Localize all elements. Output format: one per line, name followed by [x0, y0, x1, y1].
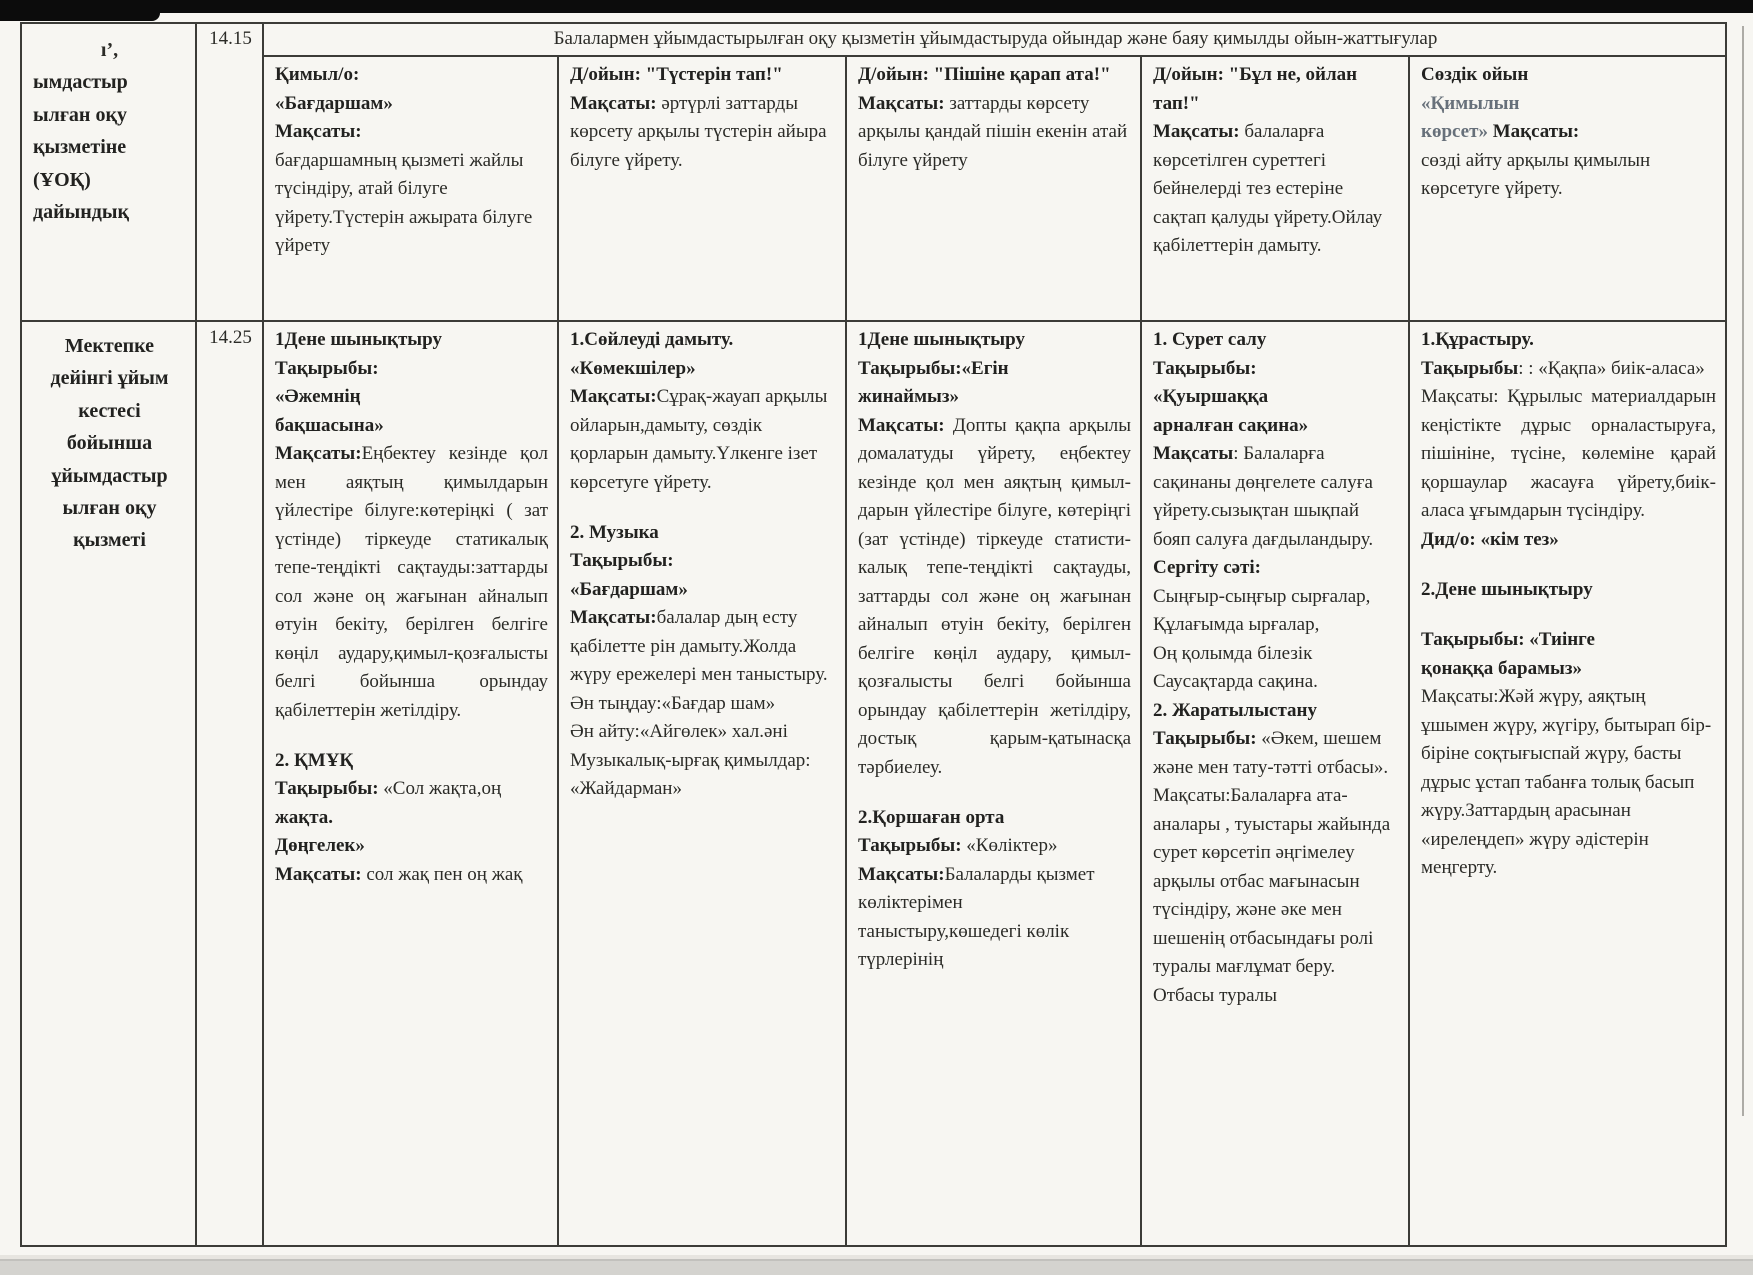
row2-time-cell: [195, 320, 262, 1245]
text-run: : Балаларға сақинаны дөңгелете салуға үйрету.сызықтан шықпай бояп салуға дағдыландыру.: [1153, 443, 1374, 550]
text-run: Мақсаты:: [1153, 121, 1240, 142]
text-run: «Қимылын: [1421, 92, 1520, 114]
text-run: балалар дың есту қабілетте рін дамыту.Жолда жүру ережелері мен таныстыру.: [570, 607, 828, 686]
paragraph-spacer: [275, 725, 548, 747]
text-run: «Қуыршаққа: [1153, 386, 1269, 407]
paragraph: [1153, 782, 1399, 1010]
paragraph: [1153, 326, 1399, 355]
paragraph: [1153, 611, 1399, 640]
text-run: 2. Жаратылыстану: [1153, 699, 1317, 721]
text-run: (ҰОҚ): [33, 168, 91, 191]
text-run: Балаларды қызмет көліктерімен таныстыру,көшедегі көлік түрлерінің: [858, 863, 1095, 971]
paragraph: [33, 492, 186, 524]
text-run: жақта.: [275, 806, 334, 828]
text-run: «Әжемнің: [275, 386, 361, 407]
text-run: «Көмекшілер»: [570, 357, 696, 379]
paragraph: [570, 604, 836, 690]
row2-time-value: 14.25: [209, 327, 252, 348]
text-run: Оң қолымда білезік: [1153, 642, 1313, 664]
text-run: Мақсаты:: [858, 92, 945, 114]
paragraph: [1421, 683, 1716, 883]
paragraph: [1421, 355, 1716, 384]
paragraph-spacer: [1421, 554, 1716, 576]
text-run: Тақырыбы:«Егін: [858, 357, 1009, 379]
paragraph: [1153, 583, 1399, 612]
text-run: қонаққа барамыз»: [1421, 657, 1583, 679]
text-run: Мақсаты:: [275, 443, 362, 464]
text-run: 1.Құрастыру.: [1421, 329, 1534, 350]
text-run: Мақсаты:: [275, 863, 362, 885]
text-run: 2.Қоршаған орта: [858, 806, 1005, 828]
text-run: Д/ойын: "Пішіне қарап ата!": [858, 64, 1111, 85]
text-run: Саусақтарда сақина.: [1153, 671, 1318, 692]
text-run: Сыңғыр-сыңғыр сырғалар,: [1153, 585, 1371, 607]
paragraph: [1153, 554, 1399, 583]
text-run: 2. Музыка: [570, 521, 659, 543]
paragraph: [570, 718, 836, 747]
paragraph: [33, 66, 186, 98]
text-run: дейінгі ұйым: [50, 367, 169, 390]
paragraph: [33, 99, 186, 131]
text-run: сол жақ пен оң жақ: [361, 863, 523, 885]
paragraph: [1421, 576, 1716, 605]
text-run: заттарды көрсету арқылы қандай пішін екенін атай білуге үйрету: [858, 92, 1128, 171]
text-run: ı’,: [100, 39, 119, 61]
paragraph: [1421, 90, 1716, 119]
paragraph: [1421, 147, 1716, 204]
activity-cell-r2c5: [1408, 320, 1725, 1245]
paragraph: [275, 440, 548, 725]
paragraph-spacer: [858, 782, 1131, 804]
paragraph: [570, 547, 836, 576]
activity-cell-r1c5: [1408, 55, 1725, 320]
paragraph: [858, 832, 1131, 861]
text-run: 2. ҚМҰҚ: [275, 749, 354, 771]
text-run: 2.Дене шынықтыру: [1421, 578, 1593, 600]
paragraph: [33, 131, 186, 163]
activity-cell-r1c3: [845, 55, 1140, 320]
text-run: бағдаршамның қызметі жайлы түсіндіру, атай білуге үйрету.Түстерін ажырата білуге үйрету: [275, 149, 533, 256]
scan-edge-bottom: [0, 1259, 1753, 1275]
paragraph: [1153, 697, 1399, 726]
paragraph: [1153, 383, 1399, 412]
paragraph: [33, 330, 186, 362]
text-run: Тақырыбы: [1421, 357, 1519, 379]
text-run: Тақырыбы:: [275, 357, 379, 379]
text-run: Мақсаты:: [570, 92, 657, 114]
paragraph: [33, 34, 186, 66]
paragraph: [570, 576, 836, 605]
paragraph: [1421, 61, 1716, 90]
text-run: Ән тыңдау:«Бағдар шам»: [570, 692, 776, 714]
text-run: Құлағымда ырғалар,: [1153, 614, 1320, 635]
text-run: Тақырыбы:: [858, 835, 962, 857]
text-run: Сөздік ойын: [1421, 64, 1529, 85]
row1-label-cell: [20, 22, 195, 320]
text-run: Мақсаты: Құрылыс материалдарын кеңістікте дұрыс орналастыруға, пішініне, түсіне, көлеміне қарай қоршаулар жасауға үйрету,биік-аласа ұғымдарын түсіндіру.: [1421, 386, 1716, 521]
activity-cell-r1c1: [262, 55, 557, 320]
text-run: Мақсаты: [1153, 443, 1234, 464]
text-run: Дид/о: «кім тез»: [1421, 528, 1559, 550]
activity-cell-r1c2: [557, 55, 845, 320]
paragraph: [33, 460, 186, 492]
row2-label-cell: [20, 320, 195, 1245]
paragraph: [1421, 383, 1716, 526]
paragraph: [1153, 440, 1399, 554]
paragraph: [275, 861, 548, 890]
paragraph: [1153, 412, 1399, 441]
text-run: Тақырыбы:: [1153, 728, 1257, 749]
text-run: дайындық: [33, 200, 130, 223]
schedule-table: [20, 22, 1727, 1247]
paragraph-spacer: [570, 497, 836, 519]
paragraph: [275, 383, 548, 412]
banner-text: Балалармен ұйымдастырылған оқу қызметін ұйымдастыруда ойындар және баяу қимылды ойын-жаттығулар: [553, 28, 1438, 49]
text-run: «Бағдаршам»: [570, 578, 688, 600]
activity-cell-r2c3: [845, 320, 1140, 1245]
paragraph: [858, 61, 1131, 90]
paragraph: [570, 326, 836, 355]
text-run: «Сол жақта,оң: [378, 778, 502, 800]
text-run: Тақырыбы: «Тиінге: [1421, 629, 1595, 651]
text-run: Тақырыбы:: [275, 778, 379, 800]
text-run: «Бағдаршам»: [275, 92, 393, 114]
paragraph: [858, 804, 1131, 833]
text-run: балаларға көрсетілген суреттегі бейнелерді тез естеріне сақтап қалуды үйрету.Ойлау қабілеттерін дамыту.: [1153, 121, 1383, 256]
text-run: сөзді айту арқылы қимылын көрсетуге үйрету.: [1421, 149, 1651, 199]
paragraph: [858, 412, 1131, 783]
paragraph: [33, 362, 186, 394]
text-run: Тақырыбы:: [1153, 357, 1257, 379]
text-run: бақшасына»: [275, 414, 384, 436]
text-run: ылған оқу: [62, 496, 157, 519]
paragraph: [275, 147, 548, 261]
paragraph: [275, 90, 548, 119]
paragraph: [275, 326, 548, 355]
text-run: «Көліктер»: [961, 835, 1058, 857]
text-run: Сергіту сәті:: [1153, 557, 1261, 578]
paragraph: [275, 118, 548, 147]
paragraph: [1421, 626, 1716, 655]
paragraph: [1153, 725, 1399, 782]
paragraph: [33, 427, 186, 459]
text-run: бойынша: [66, 432, 153, 455]
text-run: 1. Сурет салу: [1153, 329, 1267, 350]
paragraph: [275, 355, 548, 384]
activity-cell-r2c1: [262, 320, 557, 1245]
text-run: ылған оқу: [33, 103, 127, 126]
text-run: Мақсаты:: [1492, 121, 1580, 142]
paragraph: [1153, 668, 1399, 697]
paragraph: [570, 355, 836, 384]
paragraph: [570, 690, 836, 719]
text-run: Еңбектеу кезінде қол мен аяқтың қимылдарын үйлестіре білуге:көтеріңкі ( зат үстінде) тіркеуде статикалық тепе-теңдікті сақтауды:заттарды сол және оң жағынан айналып өтуін бекіту, берілген белгіге көңіл аудару,қимыл-қозғалысты белгі бойынша орындау қабілеттерін жетілдіру.: [275, 443, 548, 721]
paragraph: [570, 519, 836, 548]
text-run: кестесі: [78, 399, 141, 422]
paragraph: [570, 383, 836, 497]
row1-time-value: 14.15: [209, 28, 252, 49]
text-run: Тақырыбы:: [570, 550, 674, 572]
paragraph: [33, 196, 186, 228]
text-run: ұйымдастыр: [51, 464, 168, 487]
text-run: Сұрақ-жауап арқылы ойларын,дамыту, сөздік қорларын дамыту.Үлкенге ізет көрсетуге үйрету.: [570, 386, 828, 493]
banner-cell: [262, 22, 1725, 55]
row1-time-cell: [195, 22, 262, 320]
paragraph: [33, 524, 186, 556]
paragraph: [1421, 526, 1716, 555]
activity-cell-r2c2: [557, 320, 845, 1245]
paragraph: [33, 395, 186, 427]
paragraph: [275, 61, 548, 90]
text-run: Ән айту:«Айгөлек» хал.әні: [570, 721, 788, 743]
text-run: арналған сақина»: [1153, 414, 1309, 436]
text-run: Музыкалық-ырғақ қимылдар:: [570, 749, 811, 771]
text-run: ымдастыр: [33, 71, 128, 94]
paragraph: [858, 90, 1131, 176]
text-run: Д/ойын: "Бұл не, ойлан тап!": [1153, 64, 1358, 114]
scan-edge-top: [0, 0, 1753, 13]
paragraph: [1421, 655, 1716, 684]
text-run: Мақсаты:: [858, 414, 945, 436]
paragraph: [1421, 118, 1716, 147]
text-run: «Жайдарман»: [570, 778, 682, 800]
text-run: қызметіне: [33, 136, 127, 159]
text-run: Дөңгелек»: [275, 835, 365, 857]
paragraph: [858, 355, 1131, 384]
text-run: «Әкем, шешем және мен тату-тәтті отбасы».: [1153, 728, 1389, 778]
scan-edge-top-left: [0, 0, 160, 21]
text-run: Мақсаты:: [570, 607, 657, 629]
text-run: 1Дене шынықтыру: [275, 329, 442, 350]
text-run: жинаймыз»: [858, 386, 960, 407]
text-run: Мақсаты:: [858, 863, 945, 885]
text-run: әртүрлі заттарды көрсету арқылы түстерін айыра білуге үйрету.: [570, 92, 827, 171]
paragraph: [275, 412, 548, 441]
paragraph: [570, 775, 836, 804]
paragraph-spacer: [1421, 604, 1716, 626]
text-run: : : «Қақпа» биік-аласа»: [1518, 357, 1705, 379]
text-run: Қимыл/о:: [275, 64, 360, 85]
paragraph: [275, 775, 548, 832]
text-run: Мақсаты:: [275, 121, 362, 142]
paragraph: [570, 90, 836, 176]
text-run: Мектепке: [64, 335, 155, 357]
text-run: қызметі: [73, 529, 146, 552]
text-run: 1.Сөйлеуді дамыту.: [570, 329, 734, 350]
text-run: Д/ойын: "Түстерін тап!": [570, 64, 783, 85]
paragraph: [570, 747, 836, 776]
paragraph: [858, 326, 1131, 355]
text-run: Мақсаты:Жәй жүру, аяқтың ұшымен жүру, жүгіру, бытырап бір-біріне соқтығыспай жүру, басты дұрыс ұстап табанға толық басып жүру.Заттардың арасынан «ирелеңдеп» жүру әдістерін меңгерту.: [1421, 686, 1712, 879]
paragraph: [275, 747, 548, 776]
paragraph: [33, 164, 186, 196]
paragraph: [1153, 640, 1399, 669]
text-run: Мақсаты:: [570, 386, 657, 407]
paragraph: [1421, 326, 1716, 355]
text-run: Мақсаты:Балаларға ата-аналары , туыстары жайында сурет көрсетіп әңгімелеу арқылы отбас мағынасын түсіндіру, және әке мен шешенің отбасындағы ролі туралы мағлұмат беру. Отбасы туралы: [1153, 785, 1391, 1006]
scan-edge-right: [1742, 26, 1744, 1116]
paragraph: [275, 832, 548, 861]
text-run: көрсет»: [1421, 121, 1488, 142]
paragraph: [858, 861, 1131, 975]
activity-cell-r2c4: [1140, 320, 1408, 1245]
paragraph: [1153, 118, 1399, 261]
paragraph: [1153, 355, 1399, 384]
activity-cell-r1c4: [1140, 55, 1408, 320]
text-run: Допты қақпа арқылы домалатуды үйрету, еңбектеу кезінде қол мен аяқтың қимыл-дарын үйлестіре білуге, көтеріңгі (зат үстінде) тіркеуде статисти-калық тепе-теңдікті сақтауды, заттарды сол және оң жағынан айналып өтуін бекіту, берілген белгіге көңіл аудару, қимыл-қозғалысты белгі бойынша орындау қабілеттерін жетілдіру, достық қарым-қатынасқа тәрбиелеу.: [858, 414, 1131, 778]
paragraph: [858, 383, 1131, 412]
paragraph: [1153, 61, 1399, 118]
text-run: 1Дене шынықтыру: [858, 329, 1025, 350]
paragraph: [570, 61, 836, 90]
